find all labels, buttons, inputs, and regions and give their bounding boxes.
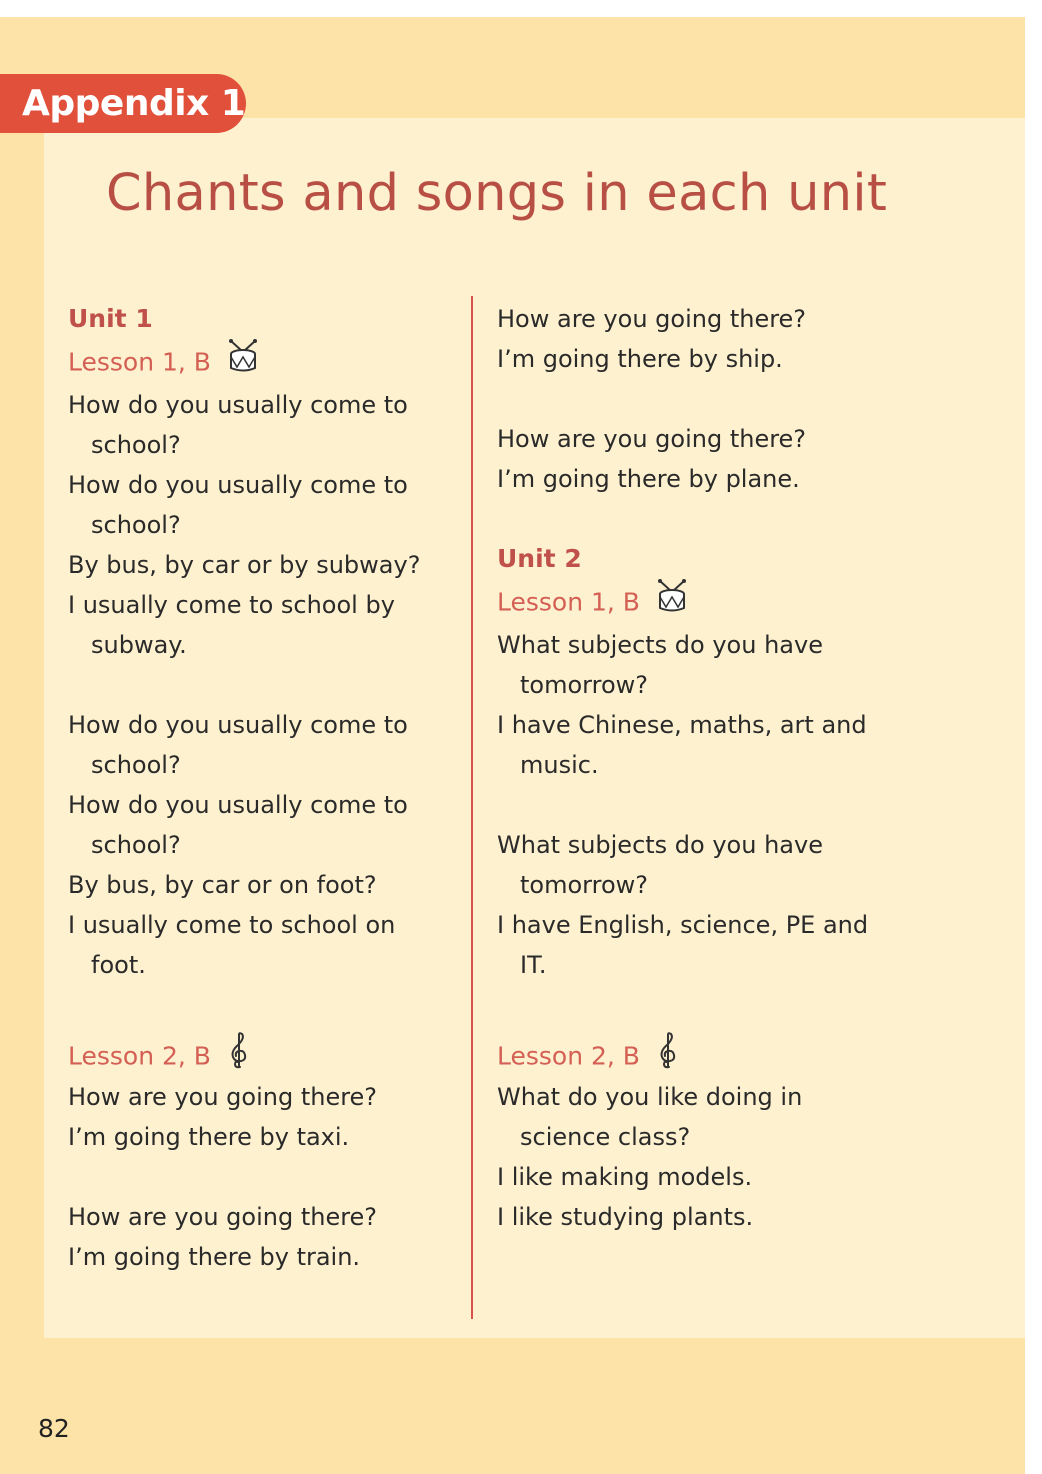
verse-line: tomorrow? [520,871,648,899]
verse-line: I’m going there by taxi. [68,1123,350,1151]
verse-line: What do you like doing in [497,1083,803,1111]
verse-line: I’m going there by plane. [497,465,800,493]
verse-line: I usually come to school by [68,591,395,619]
verse-line: How are you going there? [497,425,807,453]
verse-line: I like studying plants. [497,1203,754,1231]
verse [497,825,897,985]
appendix-tab: Appendix 1 [0,74,246,133]
verse [497,299,897,379]
verse-line: How do you usually come to [68,471,408,499]
verse-line: school? [91,831,181,859]
verse-line: subway. [91,631,187,659]
verse-line: music. [520,751,599,779]
verse-line: I have English, science, PE and [497,911,869,939]
unit-heading: Unit 1 [68,304,153,333]
verse [68,1197,463,1277]
unit-heading: Unit 2 [497,544,582,573]
verse-line: I like making models. [497,1163,753,1191]
verse-line: I’m going there by ship. [497,345,783,373]
left-column [68,299,463,1277]
drum-icon [656,579,688,628]
right-column [497,299,897,1237]
verse [68,1077,463,1157]
verse-line: By bus, by car or by subway? [68,551,421,579]
verse [497,1077,897,1237]
verse-line: school? [91,431,181,459]
verse-line: I usually come to school on [68,911,396,939]
verse-line: science class? [520,1123,691,1151]
lesson-heading-label: Lesson 2, B [68,1041,211,1071]
verse-line: How are you going there? [497,305,807,333]
verse-line: What subjects do you have [497,631,823,659]
lesson-heading [68,1031,463,1077]
verse-line: What subjects do you have [497,831,823,859]
verse-line: IT. [520,951,547,979]
verse-line: tomorrow? [520,671,648,699]
lesson-heading-label: Lesson 2, B [497,1041,640,1071]
verse [68,705,463,985]
verse-line: How do you usually come to [68,711,408,739]
verse-line: How do you usually come to [68,391,408,419]
lesson-heading-label: Lesson 1, B [497,587,640,617]
lesson-heading-label: Lesson 1, B [68,347,211,377]
lesson-heading [68,339,463,385]
verse-line: By bus, by car or on foot? [68,871,377,899]
page-number: 82 [38,1414,70,1443]
verse-line: How are you going there? [68,1203,378,1231]
lesson-heading [497,1031,897,1077]
verse [497,419,897,499]
verse-line: school? [91,751,181,779]
verse [497,625,897,785]
page-title: Chants and songs in each unit [106,164,888,223]
verse-line: I have Chinese, maths, art and [497,711,867,739]
verse-line: How do you usually come to [68,791,408,819]
lesson-heading [497,579,897,625]
drum-icon [227,339,259,388]
verse-line: How are you going there? [68,1083,378,1111]
column-divider [471,296,473,1319]
verse-line: school? [91,511,181,539]
verse [68,385,463,665]
verse-line: I’m going there by train. [68,1243,361,1271]
verse-line: foot. [91,951,146,979]
